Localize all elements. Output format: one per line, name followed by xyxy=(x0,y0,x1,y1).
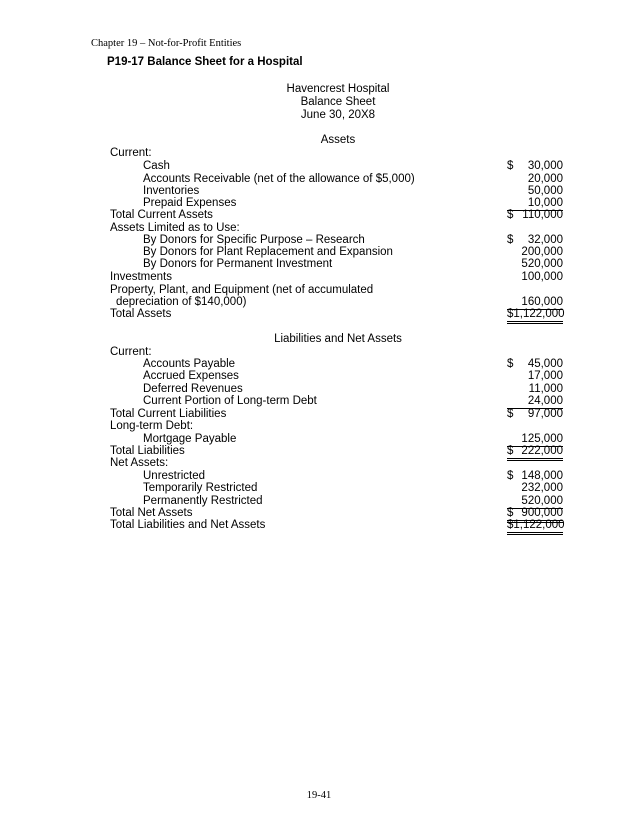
line-label: Prepaid Expenses xyxy=(143,197,237,209)
section-label: Current: xyxy=(110,147,152,159)
row-temporarily-restricted xyxy=(0,482,638,495)
amount: 30,000 xyxy=(527,160,563,172)
line-label: Accrued Expenses xyxy=(143,370,239,382)
line-label: Total Current Assets xyxy=(110,209,213,221)
amount: 200,000 xyxy=(521,246,563,258)
amount: 160,000 xyxy=(507,296,563,310)
amount: 32,000 xyxy=(527,234,563,246)
section-label: Net Assets: xyxy=(110,457,169,469)
amount: 125,000 xyxy=(507,433,563,447)
amount: 97,000 xyxy=(527,408,563,420)
line-label: Total Net Assets xyxy=(110,507,193,519)
row-investments xyxy=(0,271,638,284)
line-label: Total Assets xyxy=(110,308,172,320)
amount: 520,000 xyxy=(521,258,563,270)
line-label: Inventories xyxy=(143,185,200,197)
row-current-portion-ltd xyxy=(0,395,638,408)
currency-symbol: $ xyxy=(507,470,514,482)
statement-date: June 30, 20X8 xyxy=(300,109,376,121)
amount: 17,000 xyxy=(527,370,563,382)
currency-symbol: $ xyxy=(507,160,514,172)
currency-symbol: $ xyxy=(507,234,514,246)
line-label: Accounts Payable xyxy=(143,358,236,370)
amount: 222,000 xyxy=(507,445,563,461)
line-label: Cash xyxy=(143,160,170,172)
currency-symbol: $ xyxy=(507,507,514,519)
line-label: Total Current Liabilities xyxy=(110,408,227,420)
currency-symbol: $ xyxy=(507,209,514,221)
section-label: Current: xyxy=(110,346,152,358)
amount: 520,000 xyxy=(507,495,563,509)
line-label: Permanently Restricted xyxy=(143,495,263,507)
chapter-header: Chapter 19 – Not-for-Profit Entities xyxy=(91,38,242,49)
line-label: By Donors for Permanent Investment xyxy=(143,258,333,270)
amount: 20,000 xyxy=(527,173,563,185)
line-label: Property, Plant, and Equipment (net of accumulated xyxy=(110,284,374,296)
amount: 45,000 xyxy=(527,358,563,370)
amount: $1,122,000 xyxy=(507,519,563,535)
entity-name: Havencrest Hospital xyxy=(286,83,390,95)
line-label: Total Liabilities and Net Assets xyxy=(110,519,266,531)
amount: 11,000 xyxy=(528,383,563,395)
amount: 900,000 xyxy=(507,507,563,523)
liabilities-heading: Liabilities and Net Assets xyxy=(274,333,402,345)
amount: 100,000 xyxy=(521,271,563,283)
row-total-liabilities-net-assets xyxy=(0,519,638,532)
amount: 10,000 xyxy=(507,197,563,211)
line-label: Unrestricted xyxy=(143,470,205,482)
row-permanent-investment xyxy=(0,258,638,271)
line-label: Mortgage Payable xyxy=(143,433,237,445)
page-number: 19-41 xyxy=(306,790,332,801)
line-label: depreciation of $140,000) xyxy=(116,296,247,308)
currency-symbol: $ xyxy=(507,408,514,420)
amount: $1,122,000 xyxy=(507,308,563,324)
problem-title: P19-17 Balance Sheet for a Hospital xyxy=(107,56,303,68)
section-label: Assets Limited as to Use: xyxy=(110,222,240,234)
row-long-term-debt-label xyxy=(0,420,638,433)
row-total-assets xyxy=(0,308,638,321)
section-label: Long-term Debt: xyxy=(110,420,194,432)
row-cash xyxy=(0,160,638,173)
amount: 110,000 xyxy=(522,209,563,221)
amount: 232,000 xyxy=(521,482,563,494)
currency-symbol: $ xyxy=(507,445,514,457)
assets-heading: Assets xyxy=(320,134,356,146)
amount: 148,000 xyxy=(521,470,563,482)
line-label: Temporarily Restricted xyxy=(143,482,258,494)
line-label: Accounts Receivable (net of the allowance of $5,000) xyxy=(143,173,415,185)
row-accrued-expenses xyxy=(0,370,638,383)
line-label: Deferred Revenues xyxy=(143,383,243,395)
row-current-assets-label xyxy=(0,147,638,160)
amount: 24,000 xyxy=(507,395,563,409)
amount: 50,000 xyxy=(527,185,563,197)
row-net-assets-label xyxy=(0,457,638,470)
line-label: Current Portion of Long-term Debt xyxy=(143,395,317,407)
line-label: By Donors for Specific Purpose – Research xyxy=(143,234,365,246)
line-label: Investments xyxy=(110,271,172,283)
statement-name: Balance Sheet xyxy=(300,96,376,108)
currency-symbol: $ xyxy=(507,358,514,370)
line-label: Total Liabilities xyxy=(110,445,185,457)
line-label: By Donors for Plant Replacement and Expansion xyxy=(143,246,393,258)
row-total-current-assets xyxy=(0,209,638,222)
